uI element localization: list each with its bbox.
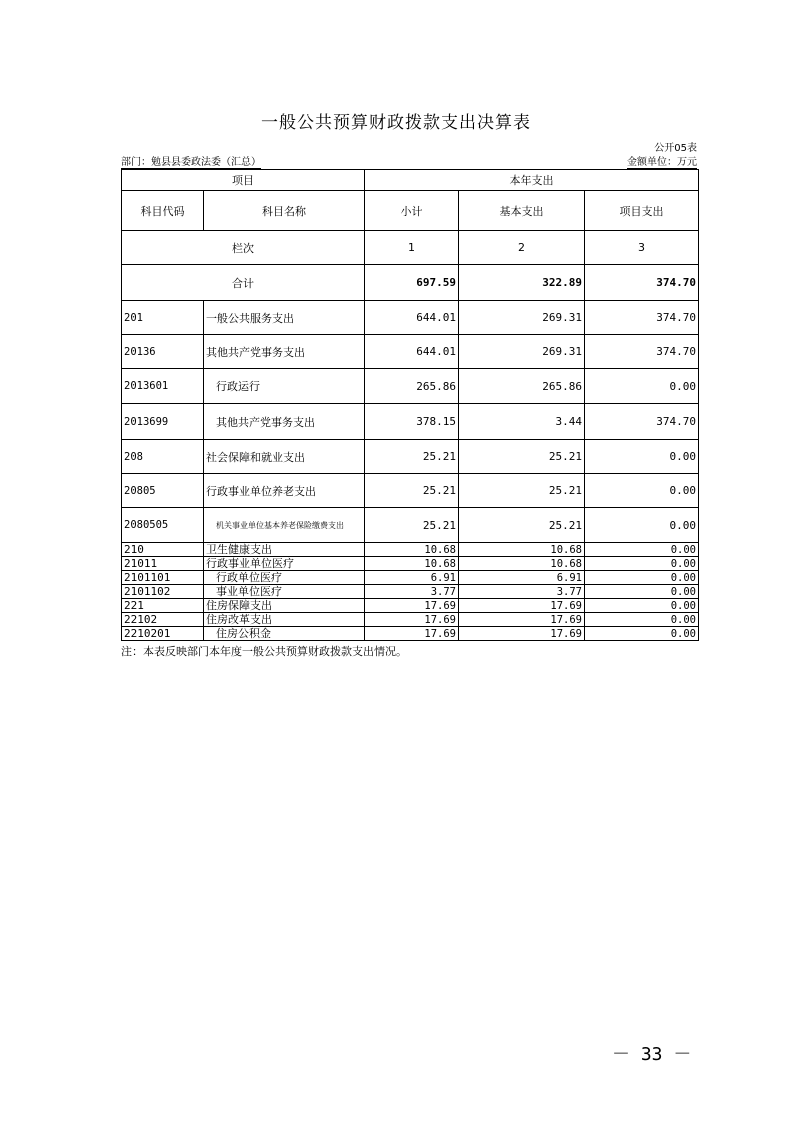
row-project: 374.70 <box>585 404 699 440</box>
row-subtotal: 17.69 <box>365 613 459 627</box>
column-index-1: 1 <box>365 231 459 265</box>
table-row <box>122 301 699 335</box>
row-subtotal: 25.21 <box>365 508 459 543</box>
table-row <box>122 627 699 641</box>
row-basic: 3.44 <box>459 404 585 440</box>
row-code: 21011 <box>122 557 204 571</box>
row-project: 374.70 <box>585 301 699 335</box>
header-basic: 基本支出 <box>459 191 585 231</box>
row-subtotal: 17.69 <box>365 627 459 641</box>
row-subtotal: 10.68 <box>365 557 459 571</box>
row-name: 一般公共服务支出 <box>204 301 365 335</box>
row-basic: 10.68 <box>459 543 585 557</box>
page-title: 一般公共预算财政拨款支出决算表 <box>261 113 531 133</box>
row-subtotal: 644.01 <box>365 301 459 335</box>
row-project: 0.00 <box>585 571 699 585</box>
row-basic: 25.21 <box>459 474 585 508</box>
row-basic: 25.21 <box>459 440 585 474</box>
row-subtotal: 644.01 <box>365 335 459 369</box>
total-subtotal: 697.59 <box>365 265 459 301</box>
row-name: 机关事业单位基本养老保险缴费支出 <box>204 508 365 543</box>
row-code: 2013699 <box>122 404 204 440</box>
row-code: 22102 <box>122 613 204 627</box>
table-row <box>122 508 699 543</box>
form-code: 公开05表 <box>654 143 697 154</box>
total-row <box>122 265 699 301</box>
row-basic: 6.91 <box>459 571 585 585</box>
table-row <box>122 599 699 613</box>
unit-label: 金额单位：万元 <box>627 157 697 168</box>
table-row <box>122 557 699 571</box>
table-row <box>122 369 699 404</box>
department-label: 部门：勉县县委政法委（汇总） <box>121 157 261 168</box>
row-project: 0.00 <box>585 508 699 543</box>
column-index-row <box>122 231 699 265</box>
row-name: 行政运行 <box>204 369 365 404</box>
row-code: 208 <box>122 440 204 474</box>
row-basic: 17.69 <box>459 613 585 627</box>
row-code: 2101101 <box>122 571 204 585</box>
row-name: 住房改革支出 <box>204 613 365 627</box>
row-project: 374.70 <box>585 335 699 369</box>
table-row <box>122 613 699 627</box>
row-name: 住房公积金 <box>204 627 365 641</box>
table-row <box>122 543 699 557</box>
page-number: － 33 － <box>612 1044 692 1065</box>
row-code: 20136 <box>122 335 204 369</box>
row-name: 行政单位医疗 <box>204 571 365 585</box>
row-basic: 25.21 <box>459 508 585 543</box>
header-subtotal: 小计 <box>365 191 459 231</box>
table-row <box>122 440 699 474</box>
table-row <box>122 571 699 585</box>
row-code: 201 <box>122 301 204 335</box>
row-code: 221 <box>122 599 204 613</box>
row-subtotal: 265.86 <box>365 369 459 404</box>
expenditure-table <box>121 169 699 641</box>
row-project: 0.00 <box>585 474 699 508</box>
row-basic: 17.69 <box>459 627 585 641</box>
row-basic: 3.77 <box>459 585 585 599</box>
table-row <box>122 404 699 440</box>
row-project: 0.00 <box>585 627 699 641</box>
header-row-top <box>122 170 699 191</box>
table-row <box>122 585 699 599</box>
row-basic: 269.31 <box>459 335 585 369</box>
row-project: 0.00 <box>585 543 699 557</box>
row-subtotal: 6.91 <box>365 571 459 585</box>
row-name: 行政事业单位医疗 <box>204 557 365 571</box>
header-current-year: 本年支出 <box>365 170 699 191</box>
row-basic: 10.68 <box>459 557 585 571</box>
row-code: 2210201 <box>122 627 204 641</box>
row-project: 0.00 <box>585 369 699 404</box>
row-subtotal: 25.21 <box>365 440 459 474</box>
row-basic: 17.69 <box>459 599 585 613</box>
column-index-3: 3 <box>585 231 699 265</box>
row-name: 其他共产党事务支出 <box>204 404 365 440</box>
total-project: 374.70 <box>585 265 699 301</box>
row-subtotal: 25.21 <box>365 474 459 508</box>
row-project: 0.00 <box>585 585 699 599</box>
row-subtotal: 378.15 <box>365 404 459 440</box>
row-name: 行政事业单位养老支出 <box>204 474 365 508</box>
column-index-2: 2 <box>459 231 585 265</box>
row-code: 2013601 <box>122 369 204 404</box>
header-code: 科目代码 <box>122 191 204 231</box>
row-name: 住房保障支出 <box>204 599 365 613</box>
row-name: 事业单位医疗 <box>204 585 365 599</box>
header-name: 科目名称 <box>204 191 365 231</box>
table-row <box>122 474 699 508</box>
total-label: 合计 <box>122 265 365 301</box>
header-project: 项目 <box>122 170 365 191</box>
row-code: 210 <box>122 543 204 557</box>
row-project: 0.00 <box>585 599 699 613</box>
column-index-label: 栏次 <box>122 231 365 265</box>
row-code: 20805 <box>122 474 204 508</box>
table-row <box>122 335 699 369</box>
row-project: 0.00 <box>585 557 699 571</box>
table-note: 注：本表反映部门本年度一般公共预算财政拨款支出情况。 <box>121 645 407 658</box>
header-row-columns <box>122 191 699 231</box>
row-project: 0.00 <box>585 440 699 474</box>
row-name: 社会保障和就业支出 <box>204 440 365 474</box>
row-basic: 265.86 <box>459 369 585 404</box>
row-name: 其他共产党事务支出 <box>204 335 365 369</box>
row-basic: 269.31 <box>459 301 585 335</box>
row-code: 2101102 <box>122 585 204 599</box>
total-basic: 322.89 <box>459 265 585 301</box>
header-project-expenditure: 项目支出 <box>585 191 699 231</box>
row-project: 0.00 <box>585 613 699 627</box>
row-code: 2080505 <box>122 508 204 543</box>
row-subtotal: 17.69 <box>365 599 459 613</box>
row-subtotal: 3.77 <box>365 585 459 599</box>
row-subtotal: 10.68 <box>365 543 459 557</box>
row-name: 卫生健康支出 <box>204 543 365 557</box>
